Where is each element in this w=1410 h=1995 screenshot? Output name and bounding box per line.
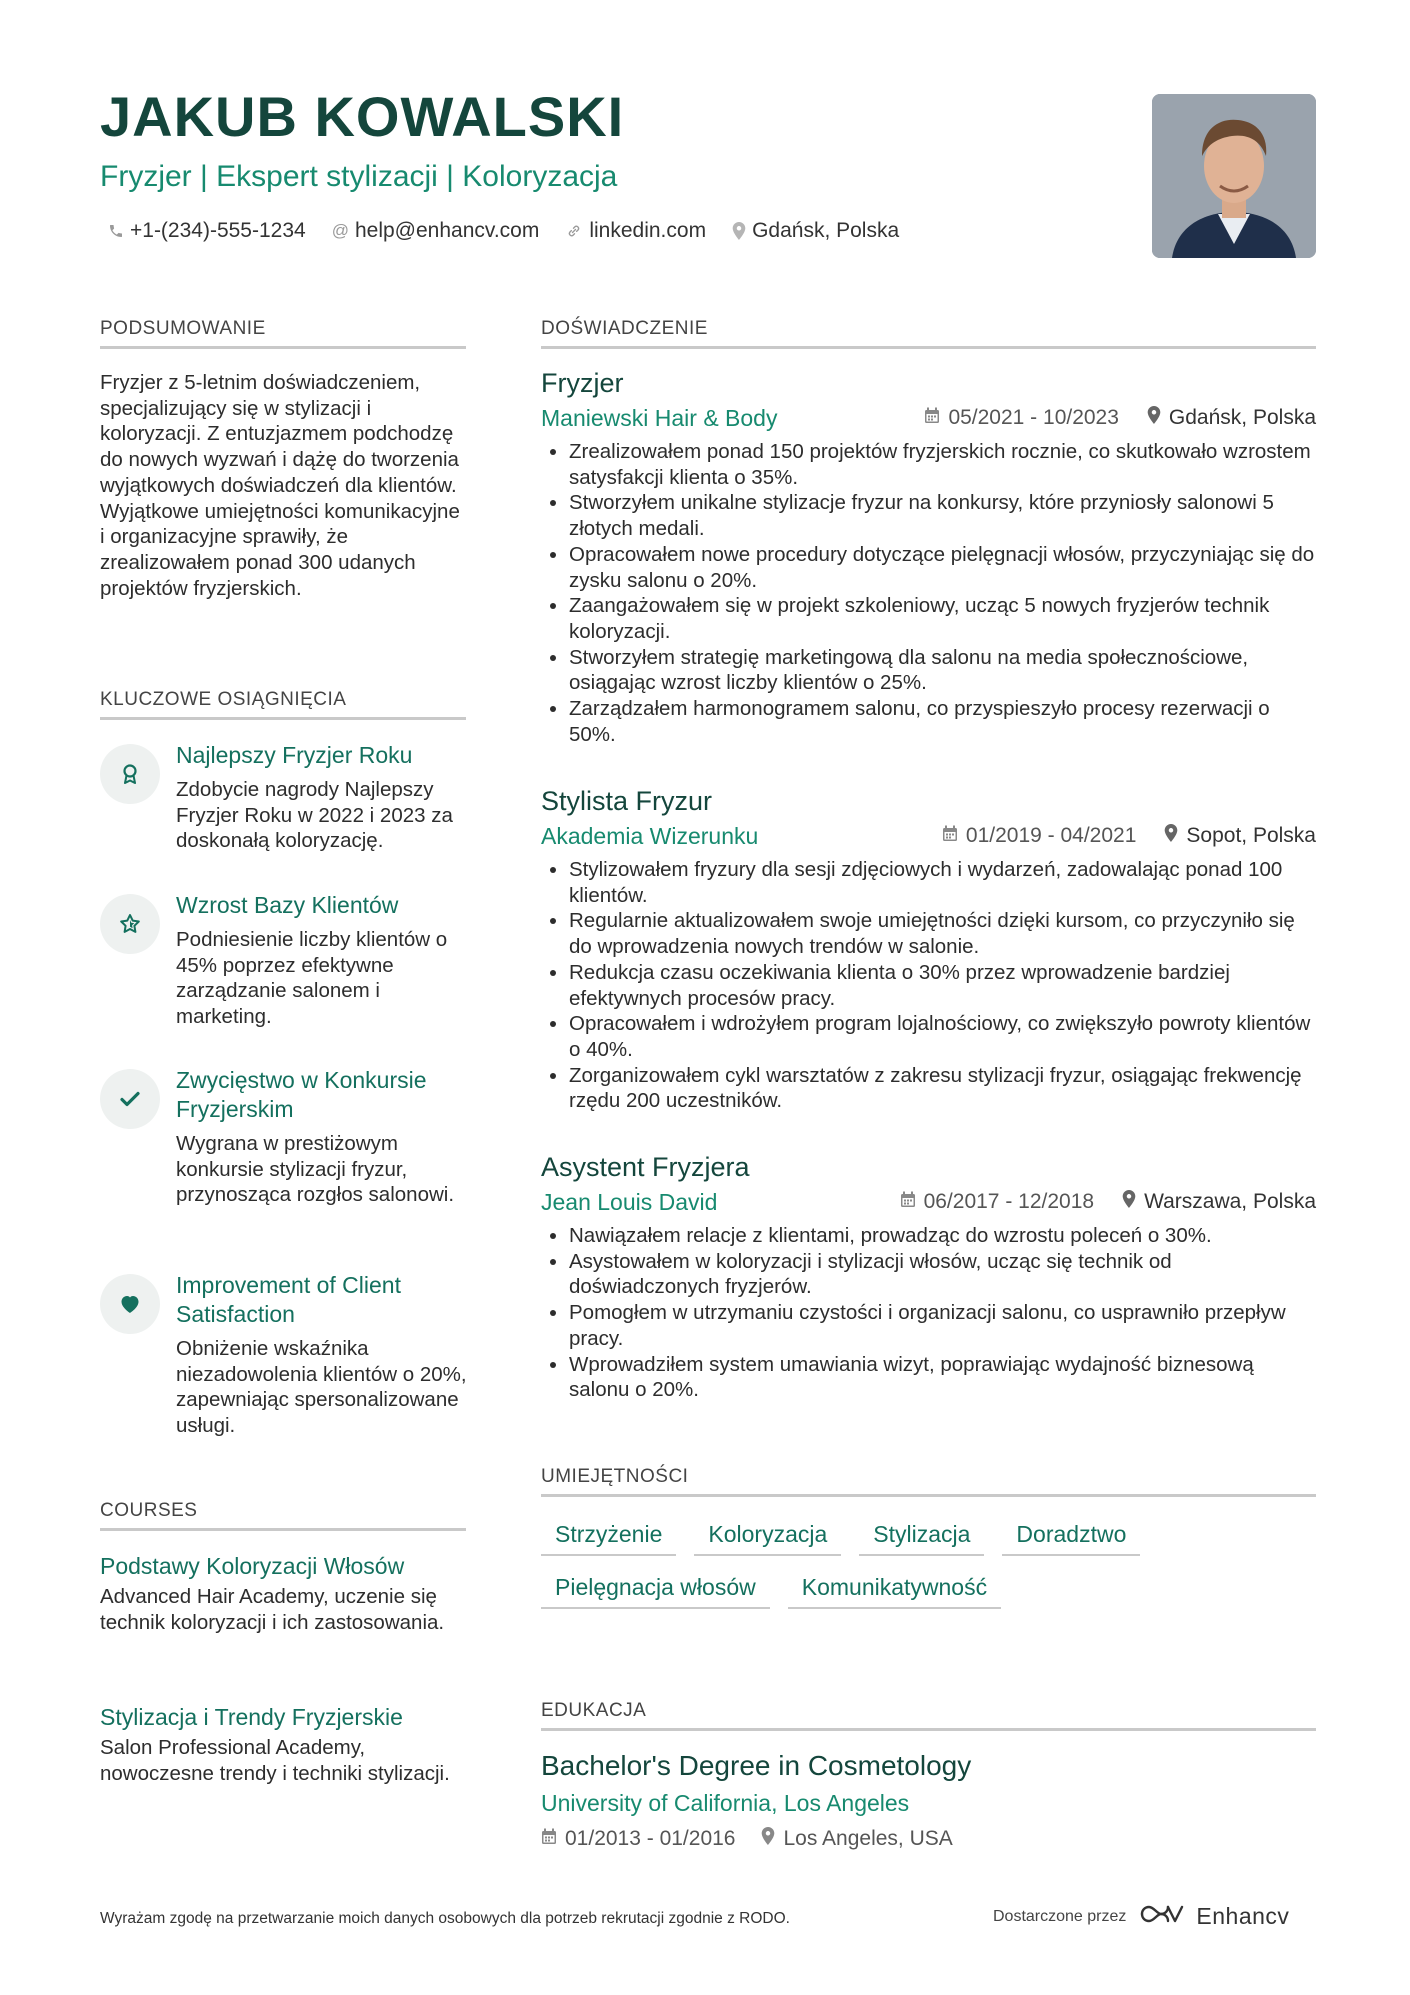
job-bullets: [541, 1223, 1316, 1403]
location-icon: [761, 1827, 775, 1851]
skills-list: [541, 1517, 1316, 1609]
contact-location: [732, 219, 899, 243]
candidate-title: Fryzjer | Ekspert stylizacji | Koloryzacja: [100, 160, 618, 193]
job-bullets: [541, 857, 1316, 1114]
edu-dates: 01/2013 - 01/2016: [565, 1827, 736, 1850]
bullet-item: • Zaangażowałem się w projekt szkoleniowy, ucząc 5 nowych fryzjerów technik koloryzacji.: [569, 593, 1316, 644]
award-icon: [100, 744, 160, 804]
enhancv-brand[interactable]: Enhancv: [1196, 1903, 1290, 1929]
achievement-title: Zwycięstwo w Konkursie Fryzjerskim: [176, 1067, 427, 1122]
courses-heading: COURSES: [100, 1500, 466, 1531]
job-entry: [541, 786, 1316, 1114]
course-item: [100, 1553, 466, 1635]
calendar-icon: [942, 824, 958, 848]
calendar-icon: [924, 406, 940, 430]
bullet-item: • Stylizowałem fryzury dla sesji zdjęciowych i wydarzeń, zadowalając ponad 100 klientów.: [569, 857, 1316, 908]
job-title: Stylista Fryzur: [541, 786, 713, 816]
location-icon: [1164, 824, 1178, 848]
check-icon: [100, 1069, 160, 1129]
enhancv-logo-icon: [1138, 1902, 1184, 1931]
achievement-desc: Zdobycie nagrody Najlepszy Fryzjer Roku w 2022 i 2023 za doskonałą koloryzację.: [176, 778, 453, 853]
star-icon: [100, 894, 160, 954]
course-desc: Salon Professional Academy, nowoczesne trendy i techniki stylizacji.: [100, 1736, 450, 1785]
job-title: Fryzjer: [541, 368, 624, 398]
powered-by-label: Dostarczone przez: [993, 1907, 1127, 1925]
bullet-item: • Nawiązałem relacje z klientami, prowadząc do wzrostu poleceń o 30%.: [569, 1223, 1316, 1249]
link-icon: [565, 222, 583, 240]
phone-icon: [108, 223, 124, 239]
consent-note: Wyrażam zgodę na przetwarzanie moich danych osobowych dla potrzeb rekrutacji zgodnie z RODO.: [100, 1910, 790, 1927]
achievement-desc: Wygrana w prestiżowym konkursie stylizacji fryzur, przynosząca rozgłos salonowi.: [176, 1132, 455, 1207]
bullet-item: • Redukcja czasu oczekiwania klienta o 30% przez wprowadzenie bardziej efektywnych procesów pracy.: [569, 960, 1316, 1011]
edu-degree: Bachelor's Degree in Cosmetology: [541, 1750, 972, 1781]
profile-photo: [1152, 94, 1316, 258]
contact-email: [332, 219, 540, 243]
job-location: Gdańsk, Polska: [1168, 406, 1316, 429]
job-title: Asystent Fryzjera: [541, 1152, 750, 1182]
skill-tag: Koloryzacja: [694, 1517, 841, 1556]
contact-bar: [108, 219, 899, 243]
education-heading: EDUKACJA: [541, 1700, 1316, 1731]
course-title: Stylizacja i Trendy Fryzjerskie: [100, 1704, 403, 1730]
bullet-item: • Asystowałem w koloryzacji i stylizacji włosów, ucząc się technik od doświadczonych fryzjerów.: [569, 1249, 1316, 1300]
bullet-item: • Wprowadziłem system umawiania wizyt, poprawiając wydajność biznesową salonu o 20%.: [569, 1352, 1316, 1403]
calendar-icon: [900, 1190, 916, 1214]
linkedin-text[interactable]: linkedin.com: [589, 219, 707, 242]
experience-heading: DOŚWIADCZENIE: [541, 318, 1316, 349]
job-company: Maniewski Hair & Body: [541, 405, 778, 431]
location-icon: [732, 222, 746, 240]
achievement-desc: Obniżenie wskaźnika niezadowolenia klientów o 20%, zapewniając spersonalizowane usługi.: [176, 1337, 467, 1438]
powered-by: [993, 1902, 1289, 1931]
location-text: Gdańsk, Polska: [752, 219, 900, 242]
job-location: Sopot, Polska: [1186, 824, 1316, 847]
skill-tag: Pielęgnacja włosów: [541, 1570, 770, 1609]
bullet-item: • Pomogłem w utrzymaniu czystości i organizacji salonu, co usprawniło przepływ pracy.: [569, 1300, 1316, 1351]
phone-text[interactable]: +1-(234)-555-1234: [130, 219, 306, 242]
job-dates: 01/2019 - 04/2021: [965, 824, 1137, 847]
calendar-icon: [541, 1827, 557, 1851]
achievements-heading: KLUCZOWE OSIĄGNIĘCIA: [100, 689, 466, 720]
course-desc: Advanced Hair Academy, uczenie się technik koloryzacji i ich zastosowania.: [100, 1585, 445, 1634]
bullet-item: • Opracowałem nowe procedury dotyczące pielęgnacji włosów, przyczyniając się do zysku salonu o 20%.: [569, 542, 1316, 593]
edu-school: University of California, Los Angeles: [541, 1790, 910, 1816]
education-entry: [541, 1750, 1316, 1851]
summary-heading: PODSUMOWANIE: [100, 318, 466, 349]
summary-text: Fryzjer z 5-letnim doświadczeniem, specjalizujący się w stylizacji i koloryzacji. Z entuzjazmem podchodzę do nowych wyzwań i dążę do tworzenia wyjątkowych doświadczeń dla klientów. Wyjątkowe umiejętności komunikacyjne i organizacyjne sprawiły, że zrealizowałem ponad 300 udanych projektów fryzjerskich.: [100, 371, 460, 600]
job-location: Warszawa, Polska: [1144, 1190, 1316, 1213]
skill-tag: Doradztwo: [1002, 1517, 1140, 1556]
job-entry: [541, 368, 1316, 747]
skill-tag: Strzyżenie: [541, 1517, 676, 1556]
location-icon: [1122, 1190, 1136, 1214]
contact-linkedin: [565, 219, 706, 243]
bullet-item: • Zorganizowałem cykl warsztatów z zakresu stylizacji fryzur, osiągając frekwencję rzędu 200 uczestników.: [569, 1063, 1316, 1114]
at-icon: @: [331, 221, 349, 240]
bullet-item: • Stworzyłem strategię marketingową dla salonu na media społecznościowe, osiągając wzrost liczby klientów o 25%.: [569, 645, 1316, 696]
location-icon: [1147, 406, 1161, 430]
skill-tag: Komunikatywność: [788, 1570, 1001, 1609]
achievement-title: Najlepszy Fryzjer Roku: [176, 742, 413, 768]
contact-phone: [108, 219, 306, 243]
bullet-item: • Zarządzałem harmonogramem salonu, co przyspieszyło procesy rezerwacji o 50%.: [569, 696, 1316, 747]
skill-tag: Stylizacja: [859, 1517, 984, 1556]
skills-heading: UMIEJĘTNOŚCI: [541, 1466, 1316, 1497]
job-dates: 05/2021 - 10/2023: [948, 406, 1119, 429]
course-item: [100, 1704, 466, 1786]
bullet-item: • Regularnie aktualizowałem swoje umiejętności dzięki kursom, co przyczyniło się do wprowadzenia nowych trendów w salonie.: [569, 908, 1316, 959]
edu-location: Los Angeles, USA: [783, 1827, 953, 1850]
bullet-item: • Stworzyłem unikalne stylizacje fryzur na konkursy, które przyniosły salonowi 5 złotych medali.: [569, 490, 1316, 541]
achievement-title: Improvement of Client Satisfaction: [176, 1272, 401, 1327]
job-bullets: [541, 439, 1316, 747]
job-company: Akademia Wizerunku: [541, 823, 759, 849]
course-title: Podstawy Koloryzacji Włosów: [100, 1553, 405, 1579]
job-dates: 06/2017 - 12/2018: [923, 1190, 1095, 1213]
heart-icon: [100, 1274, 160, 1334]
achievement-title: Wzrost Bazy Klientów: [176, 892, 399, 918]
email-text[interactable]: help@enhancv.com: [354, 219, 540, 242]
job-entry: [541, 1152, 1316, 1403]
candidate-name: JAKUB KOWALSKI: [100, 85, 625, 148]
job-company: Jean Louis David: [541, 1189, 718, 1215]
bullet-item: • Opracowałem i wdrożyłem program lojalnościowy, co zwiększyło powroty klientów o 40%.: [569, 1011, 1316, 1062]
achievement-desc: Podniesienie liczby klientów o 45% poprzez efektywne zarządzanie salonem i marketing.: [176, 928, 448, 1029]
bullet-item: • Zrealizowałem ponad 150 projektów fryzjerskich rocznie, co skutkowało wzrostem satysfakcji klienta o 35%.: [569, 439, 1316, 490]
